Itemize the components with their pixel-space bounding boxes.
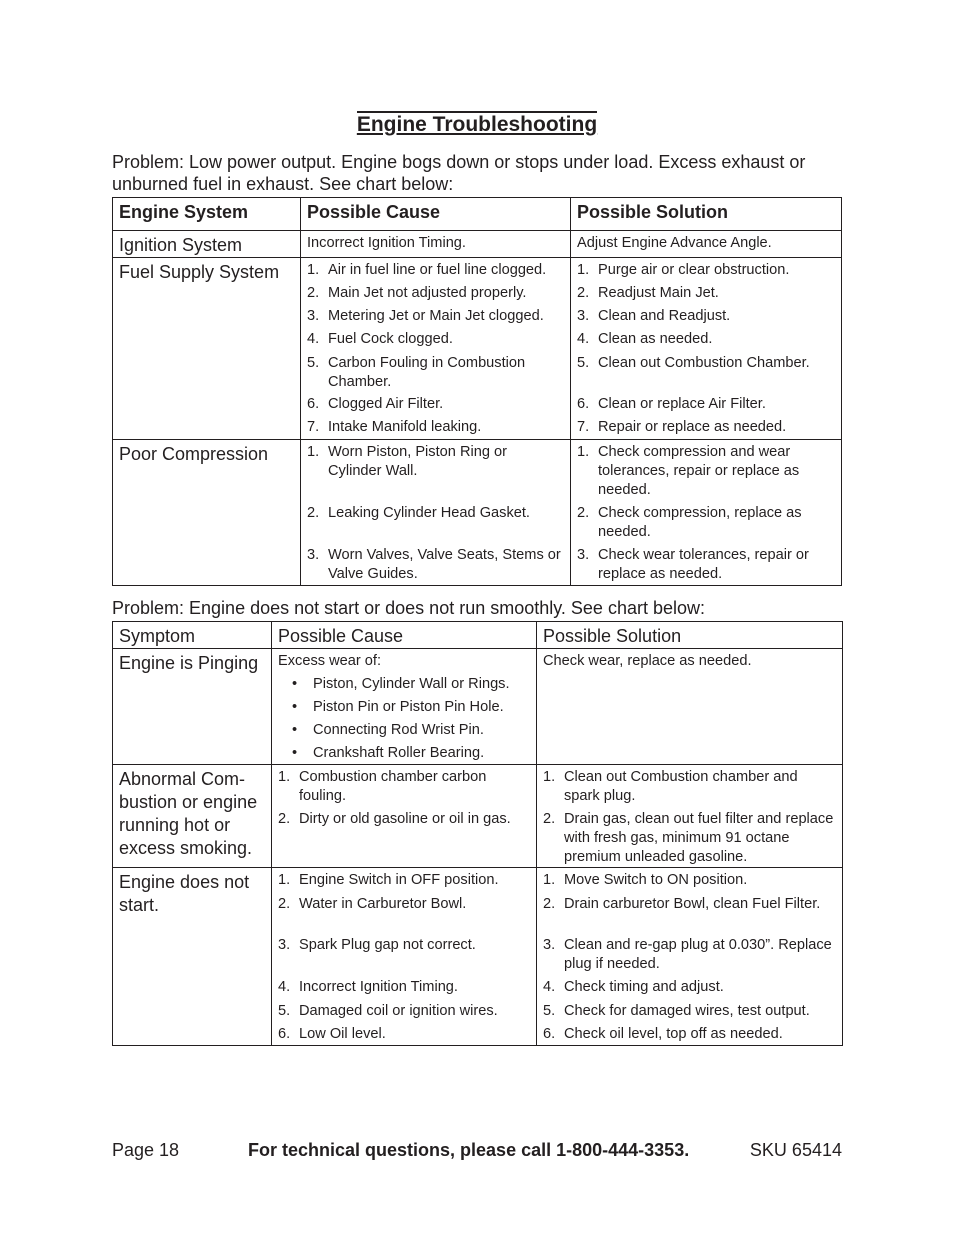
header-possible-solution: Possible Solution [571,198,842,231]
list-item: 6. Low Oil level. [278,1026,386,1042]
list-item: 3. Clean and Readjust. [577,308,731,324]
page-title: Engine Troubleshooting [356,113,598,136]
list-item: 5. Carbon Fouling in Combustion Chamber. [307,355,526,390]
solution-cell: Check wear, replace as needed. [537,649,843,765]
system-cell: Fuel Supply System [113,258,301,440]
list-item: • Connecting Rod Wrist Pin. [292,722,484,738]
cause-intro: Excess wear of: [278,653,382,669]
list-item: 2. Main Jet not adjusted properly. [307,285,527,301]
table-header-row [113,622,843,649]
solution-list [543,871,836,1045]
symptom-table [112,621,843,1046]
cause-cell [272,868,537,1046]
list-item: 3. Spark Plug gap not correct. [278,937,476,953]
title-wrap [0,111,954,137]
table-header-row [113,198,842,231]
list-item: 4. Incorrect Ignition Timing. [278,979,458,995]
page-footer [112,1140,842,1162]
list-item: 5. Clean out Combustion Chamber. [577,355,810,371]
support-phone-note: For technical questions, please call 1-800-444-3353. [248,1140,690,1160]
list-item: 1. Worn Piston, Piston Ring or Cylinder Wall. [307,444,507,479]
header-symptom: Symptom [113,622,272,649]
solution-cell: Adjust Engine Advance Angle. [571,231,842,258]
page-number: Page 18 [112,1140,180,1160]
list-item: 6. Clogged Air Filter. [307,396,444,412]
header-engine-system: Engine System [113,198,301,231]
list-item: 7. Repair or replace as needed. [577,419,787,435]
list-item: 1. Combustion chamber carbon fouling. [278,769,487,804]
sku-label: SKU 65414 [749,1140,842,1160]
header-possible-cause: Possible Cause [301,198,571,231]
list-item: 2. Check compression, replace as needed. [577,505,802,540]
list-item: 5. Damaged coil or ignition wires. [278,1003,498,1019]
problem-statement-1: Problem: Low power output. Engine bogs down or stops under load. Excess exhaust or unburned fuel in exhaust. See chart below: [112,152,806,194]
table-row [113,649,843,765]
list-item: 4. Fuel Cock clogged. [307,331,453,347]
list-item: 3. Worn Valves, Valve Seats, Stems or Valve Guides. [307,547,561,582]
list-item: 2. Dirty or old gasoline or oil in gas. [278,811,511,827]
list-item: 2. Water in Carburetor Bowl. [278,896,467,912]
symptom-cell: Engine does not start. [113,868,272,1046]
problem-statement-2: Problem: Engine does not start or does not run smoothly. See chart below: [112,598,705,618]
list-item: 1. Engine Switch in OFF position. [278,872,499,888]
list-item: 3. Metering Jet or Main Jet clogged. [307,308,544,324]
solution-cell [537,868,843,1046]
list-item: 6. Clean or replace Air Filter. [577,396,766,412]
list-item: • Piston, Cylinder Wall or Rings. [292,676,510,692]
cause-list [307,261,564,438]
system-cell: Ignition System [113,231,301,258]
system-cell: Poor Compression [113,440,301,586]
solution-list [577,261,835,438]
cause-list [278,768,530,829]
list-item: 5. Check for damaged wires, test output. [543,1003,810,1019]
engine-system-table [112,197,842,586]
list-item: 4. Check timing and adjust. [543,979,724,995]
cause-list [307,443,564,584]
cause-cell [301,258,571,440]
list-item: 7. Intake Manifold leaking. [307,419,482,435]
table-row [113,258,842,440]
header-possible-solution: Possible Solution [537,622,843,649]
symptom-cell: Abnormal Com- bustion or engine running hot or excess smoking. [113,765,272,868]
list-item: 2. Leaking Cylinder Head Gasket. [307,505,530,521]
table-row [113,231,842,258]
solution-list [543,768,836,867]
symptom-cell: Engine is Pinging [113,649,272,765]
list-item: 4. Clean as needed. [577,331,713,347]
cause-cell: Incorrect Ignition Timing. [301,231,571,258]
list-item: 2. Drain carburetor Bowl, clean Fuel Filter. [543,896,821,912]
list-item: 1. Clean out Combustion chamber and spark plug. [543,769,798,804]
list-item: 6. Check oil level, top off as needed. [543,1026,783,1042]
solution-cell [571,440,842,586]
cause-cell [272,649,537,765]
table-row [113,440,842,586]
list-item: • Crankshaft Roller Bearing. [292,745,485,761]
solution-cell [537,765,843,868]
cause-list [278,871,530,1045]
table-row [113,868,843,1046]
list-item: 1. Purge air or clear obstruction. [577,262,790,278]
header-possible-cause: Possible Cause [272,622,537,649]
list-item: 3. Check wear tolerances, repair or replace as needed. [577,547,809,582]
list-item: 1. Air in fuel line or fuel line clogged. [307,262,547,278]
cause-cell [301,440,571,586]
table-row [113,765,843,868]
cause-bullet-list [278,675,530,764]
list-item: 3. Clean and re-gap plug at 0.030”. Replace plug if needed. [543,937,832,972]
list-item: 2. Drain gas, clean out fuel filter and replace with fresh gas, minimum 91 octane premium unleaded gasoline. [543,811,834,865]
list-item: 2. Readjust Main Jet. [577,285,719,301]
solution-cell [571,258,842,440]
list-item: 1. Check compression and wear tolerances, repair or replace as needed. [577,444,800,498]
solution-list [577,443,835,584]
list-item: 1. Move Switch to ON position. [543,872,748,888]
cause-cell [272,765,537,868]
list-item: • Piston Pin or Piston Pin Hole. [292,699,504,715]
